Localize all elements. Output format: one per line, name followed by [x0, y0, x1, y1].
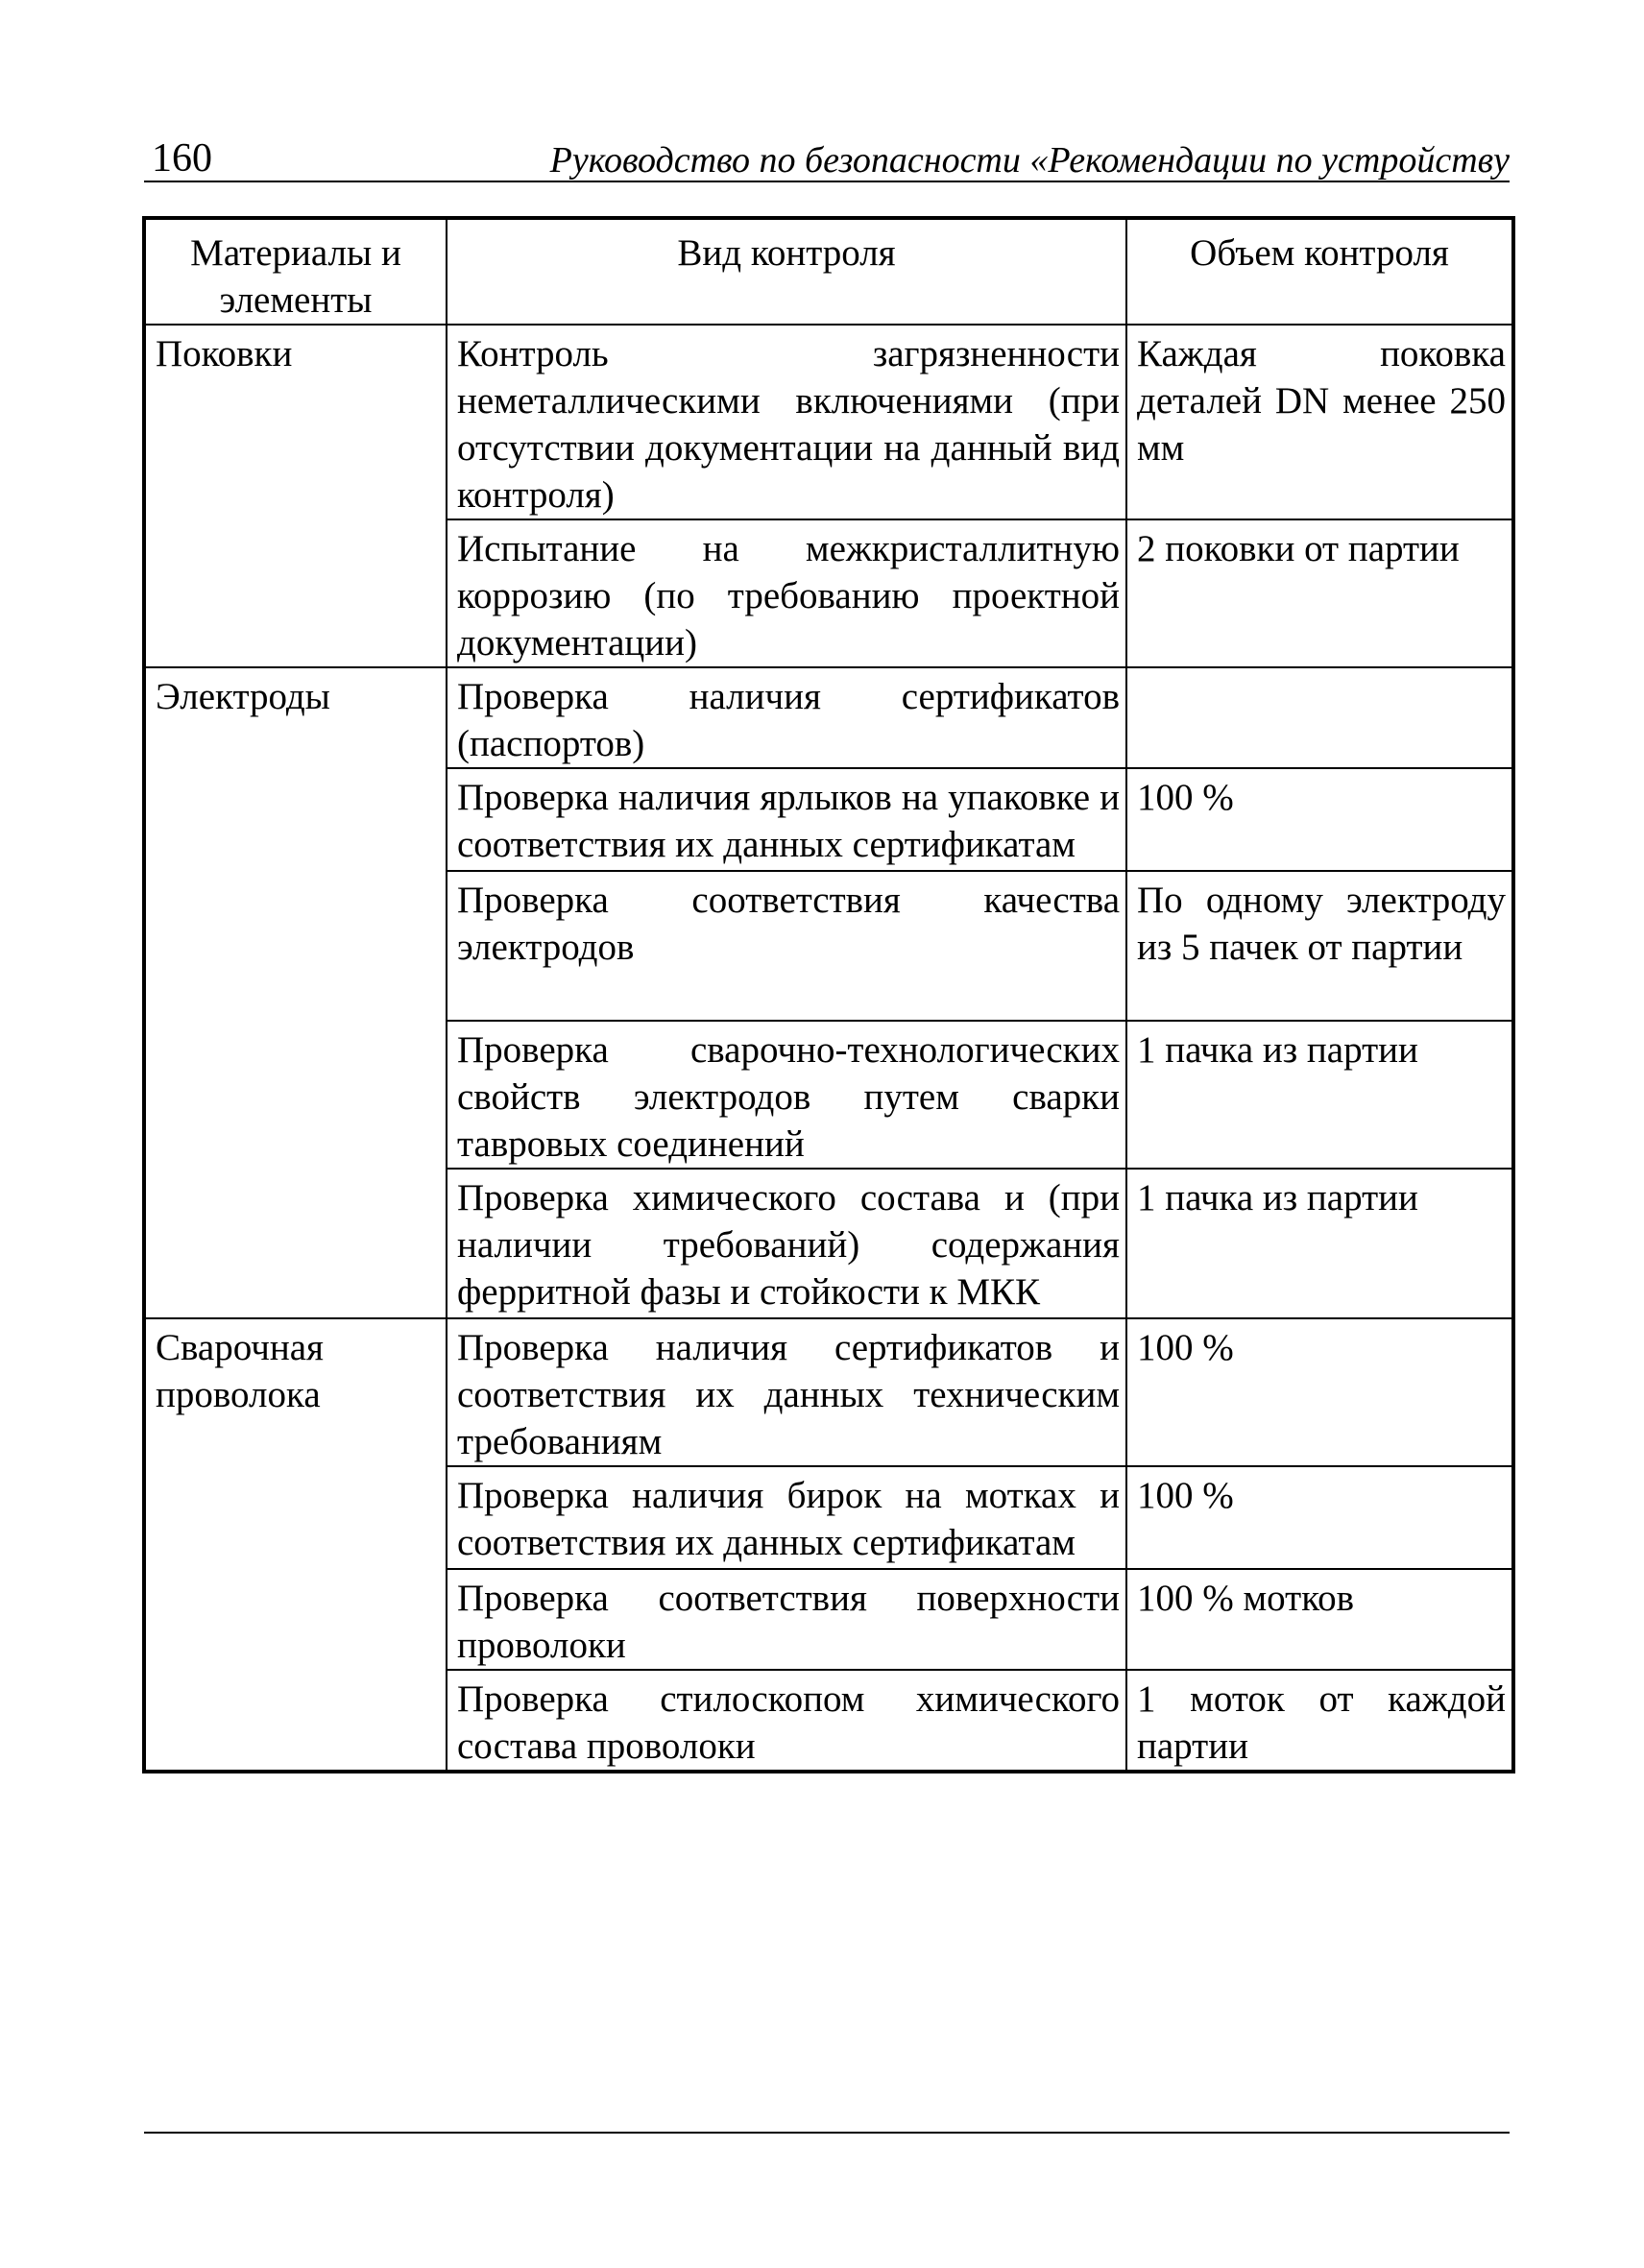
control-type-cell: [447, 1569, 1126, 1670]
material-cell-continued: [144, 1569, 447, 1670]
control-scope-text: 100 %: [1137, 777, 1234, 818]
control-type-cell: [447, 1021, 1126, 1169]
material-cell: Электроды: [144, 667, 447, 768]
control-scope-text: Каждая поковка деталей DN менее 250 мм: [1137, 333, 1506, 469]
table-row: [144, 1318, 1513, 1466]
running-title: Руководство по безопасности «Рекомендации по устройству: [549, 140, 1510, 181]
table-row: [144, 325, 1513, 519]
control-scope-text: 2 поковки от партии: [1137, 528, 1460, 569]
control-type-text: Контроль загрязненности неметаллическими включениями (при отсутствии документации на данный вид контроля): [457, 333, 1120, 516]
control-type-text: Проверка соответствия качества электродов: [457, 880, 1120, 968]
material-cell: Поковки: [144, 325, 447, 519]
control-type-cell: [447, 1466, 1126, 1569]
control-type-cell: [447, 325, 1126, 519]
control-scope-cell: [1126, 325, 1513, 519]
material-cell-continued: [144, 1466, 447, 1569]
control-scope-cell: [1126, 667, 1513, 768]
control-scope-text: 100 % мотков: [1137, 1578, 1355, 1619]
control-scope-text: 1 пачка из партии: [1137, 1029, 1418, 1071]
page-number: 160: [152, 136, 212, 181]
control-type-text: Проверка соответствия поверхности проволоки: [457, 1578, 1120, 1666]
material-cell: Сварочная проволока: [144, 1318, 447, 1466]
table-row: [144, 871, 1513, 1021]
running-head: [144, 133, 1510, 182]
control-scope-text: По одному электроду из 5 пачек от партии: [1137, 880, 1506, 968]
control-type-text: Проверка наличия сертификатов и соответствия их данных техническим требованиям: [457, 1327, 1120, 1462]
control-type-text: Проверка сварочно-технологических свойств электродов путем сварки тавровых соединений: [457, 1029, 1120, 1165]
control-type-cell: [447, 1670, 1126, 1772]
table-row: [144, 1466, 1513, 1569]
material-cell-continued: [144, 768, 447, 871]
control-type-text: Проверка химического состава и (при наличии требований) содержания ферритной фазы и стойкости к МКК: [457, 1177, 1120, 1313]
footer-rule: [144, 2132, 1510, 2134]
control-type-cell: [447, 871, 1126, 1021]
control-scope-text: 100 %: [1137, 1475, 1234, 1516]
material-cell-continued: [144, 519, 447, 667]
table-row: [144, 1670, 1513, 1772]
control-type-text: Проверка наличия сертификатов (паспортов): [457, 676, 1120, 764]
material-cell-continued: [144, 871, 447, 1021]
column-header-control-type: Вид контроля: [447, 218, 1126, 325]
control-type-cell: [447, 519, 1126, 667]
control-type-text: Проверка стилоскопом химического состава проволоки: [457, 1678, 1120, 1767]
control-type-text: Проверка наличия бирок на мотках и соответствия их данных сертификатам: [457, 1475, 1120, 1563]
table-row: [144, 667, 1513, 768]
control-scope-cell: [1126, 1021, 1513, 1169]
table-row: [144, 1169, 1513, 1318]
control-scope-cell: [1126, 1466, 1513, 1569]
control-scope-cell: [1126, 1670, 1513, 1772]
column-header-materials: Материалы и элементы: [144, 218, 447, 325]
control-scope-cell: [1126, 1318, 1513, 1466]
material-cell-continued: [144, 1670, 447, 1772]
table-row: [144, 1569, 1513, 1670]
table-row: [144, 768, 1513, 871]
table-row: [144, 519, 1513, 667]
control-scope-cell: [1126, 1569, 1513, 1670]
control-type-cell: [447, 1318, 1126, 1466]
control-scope-text: 1 пачка из партии: [1137, 1177, 1418, 1218]
control-scope-cell: [1126, 871, 1513, 1021]
control-table: [142, 216, 1515, 1773]
control-type-text: Испытание на межкристаллитную коррозию (по требованию проектной документации): [457, 528, 1120, 664]
control-scope-cell: [1126, 768, 1513, 871]
material-cell-continued: [144, 1169, 447, 1318]
table-row: [144, 1021, 1513, 1169]
control-type-text: Проверка наличия ярлыков на упаковке и соответствия их данных сертификатам: [457, 777, 1120, 865]
control-type-cell: [447, 768, 1126, 871]
control-scope-text: 100 %: [1137, 1327, 1234, 1368]
control-scope-cell: [1126, 1169, 1513, 1318]
control-scope-text: 1 моток от каждой партии: [1137, 1678, 1506, 1767]
table-header-row: [144, 218, 1513, 325]
control-type-cell: [447, 1169, 1126, 1318]
control-scope-cell: [1126, 519, 1513, 667]
control-type-cell: [447, 667, 1126, 768]
material-cell-continued: [144, 1021, 447, 1169]
column-header-control-scope: Объем контроля: [1126, 218, 1513, 325]
